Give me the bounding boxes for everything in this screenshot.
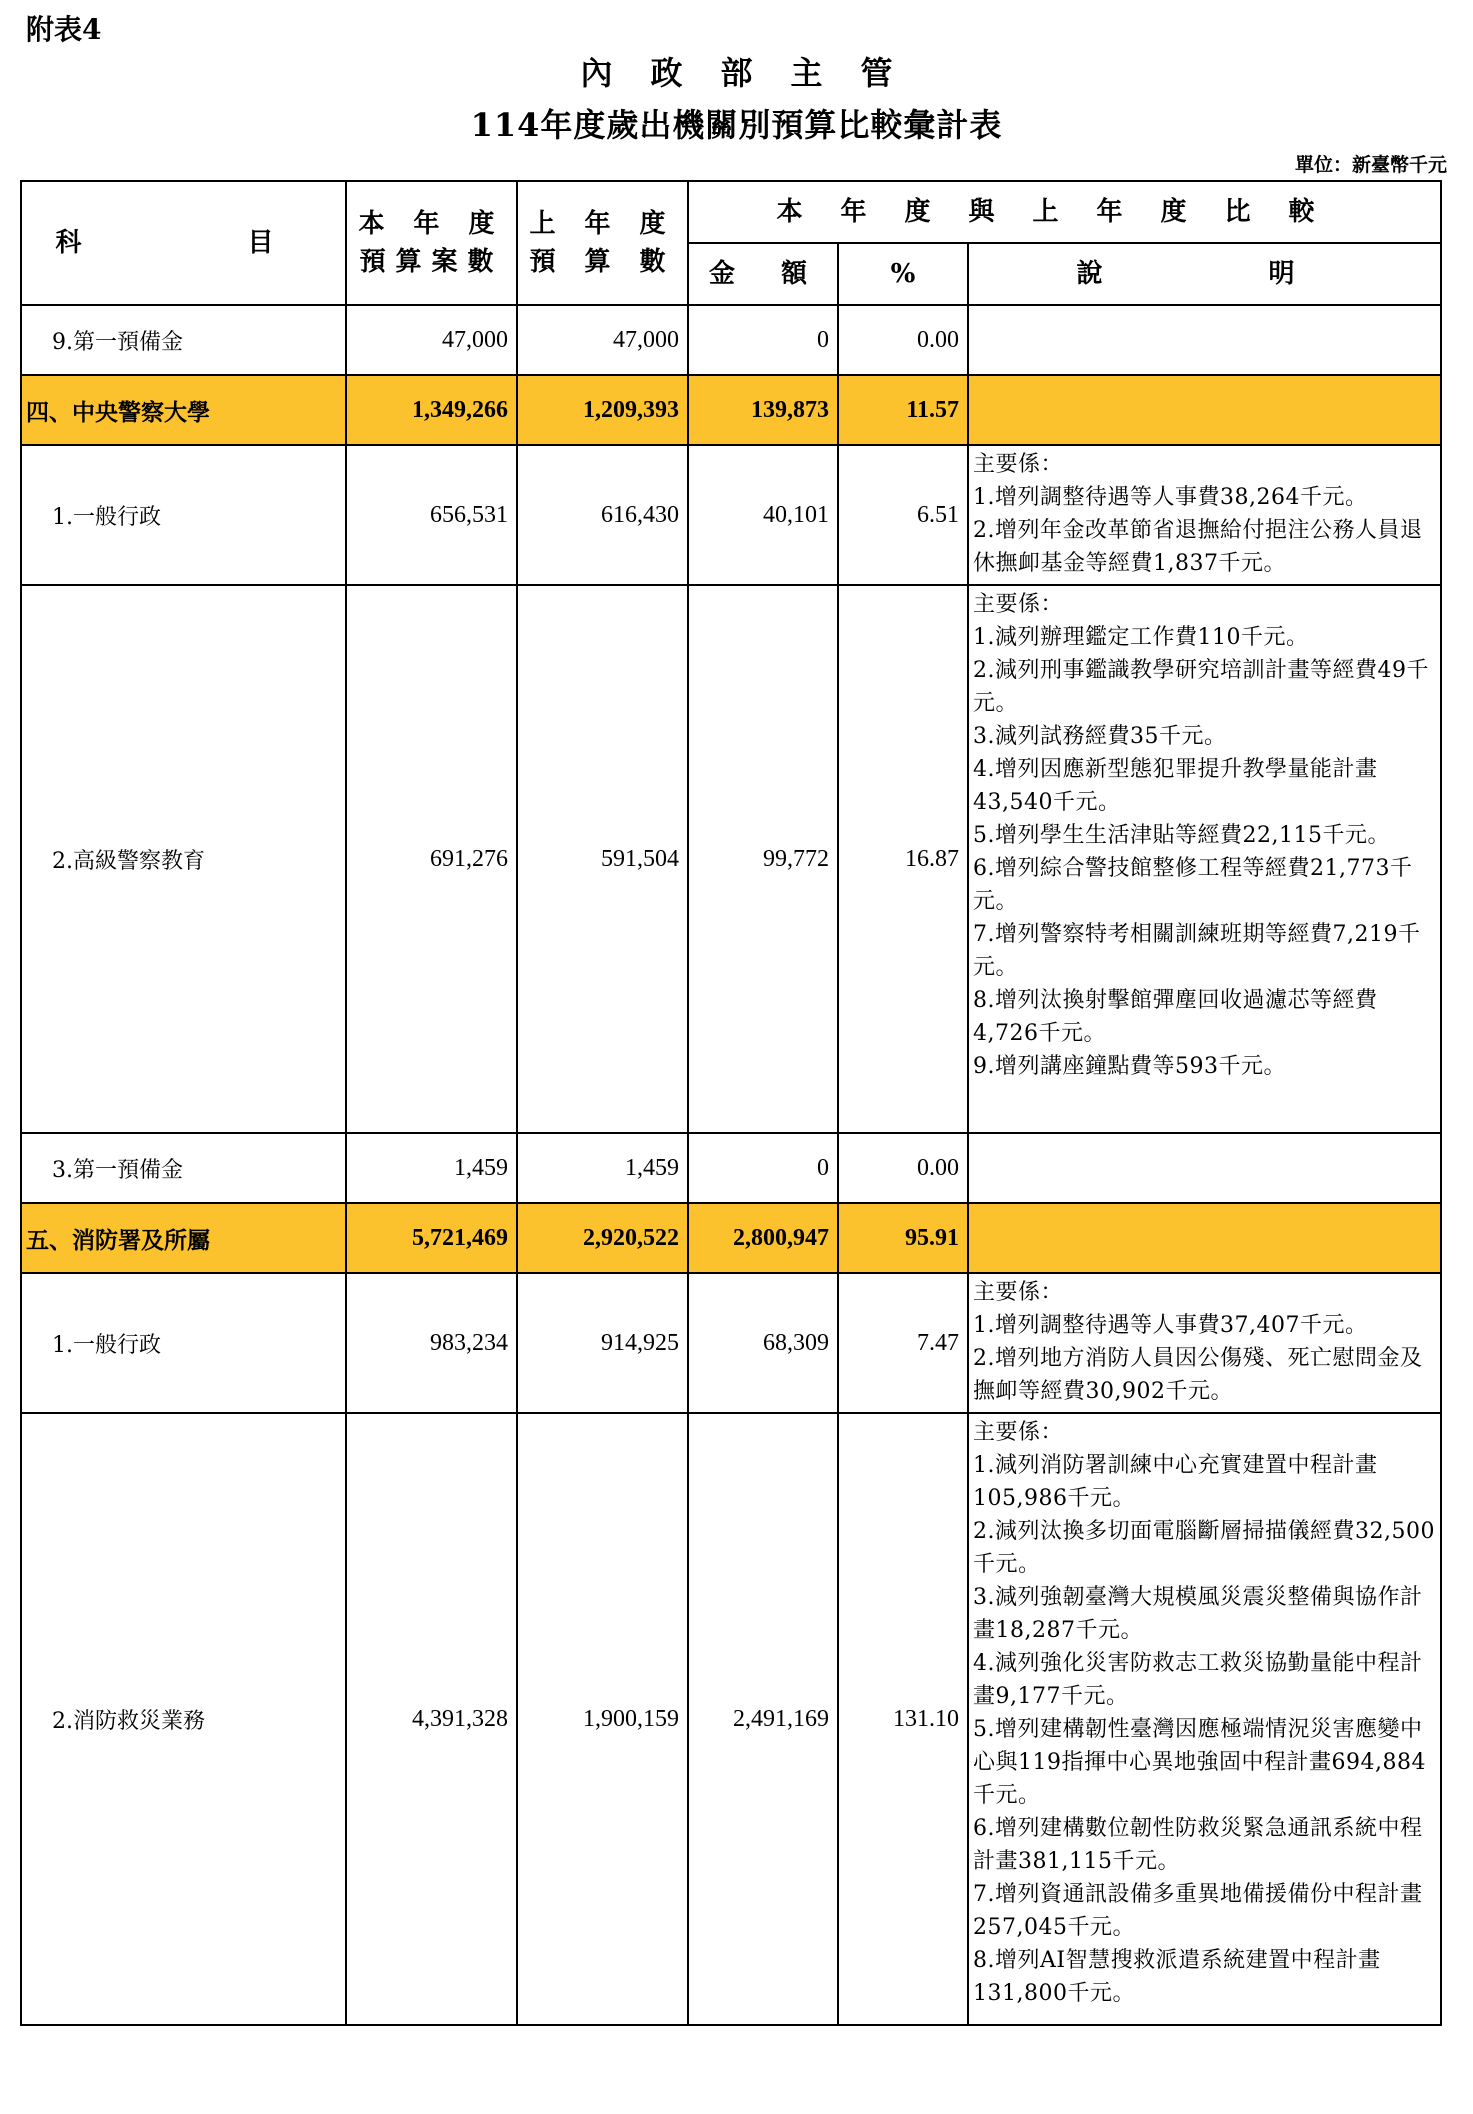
table-row: [21, 1273, 1441, 1413]
row-subject: 1.一般行政: [21, 445, 346, 585]
appendix-label: 附表4: [26, 13, 102, 46]
row-diff: 139,873: [688, 375, 838, 445]
row-diff: 99,772: [688, 585, 838, 1133]
row-current: 656,531: [346, 445, 517, 585]
note-line: 1.增列調整待遇等人事費38,264千元。: [973, 485, 1368, 510]
header-previous-line1: 上 年 度: [529, 209, 676, 239]
header-percent: %: [838, 243, 968, 305]
header-previous: [517, 181, 688, 305]
table-row: [21, 1133, 1441, 1203]
row-pct: 6.51: [838, 445, 968, 585]
note-line: 6.增列綜合警技館整修工程等經費21,773千元。: [973, 856, 1413, 914]
note-line: 主要係：: [973, 1420, 1064, 1445]
table-row-highlight: [21, 375, 1441, 445]
note-line: 4.增列因應新型態犯罪提升教學量能計畫43,540千元。: [973, 757, 1378, 815]
note-line: 1.增列調整待遇等人事費37,407千元。: [973, 1313, 1368, 1338]
row-previous: 591,504: [517, 585, 688, 1133]
note-line: 主要係：: [973, 592, 1064, 617]
table-row: [21, 585, 1441, 1133]
row-pct: 0.00: [838, 305, 968, 375]
row-notes: [968, 1133, 1441, 1203]
unit-label: 單位：新臺幣千元: [1294, 154, 1447, 176]
note-line: 7.增列資通訊設備多重異地備援備份中程計畫257,045千元。: [973, 1882, 1423, 1940]
row-pct: 16.87: [838, 585, 968, 1133]
row-previous: 1,209,393: [517, 375, 688, 445]
note-line: 3.減列強韌臺灣大規模風災震災整備與協作計畫18,287千元。: [973, 1585, 1423, 1643]
row-pct: 7.47: [838, 1273, 968, 1413]
header-subject: 科 目: [21, 181, 346, 305]
note-line: 5.增列學生生活津貼等經費22,115千元。: [973, 823, 1390, 848]
note-line: 2.減列刑事鑑識教學研究培訓計畫等經費49千元。: [973, 658, 1429, 716]
row-subject: 1.一般行政: [21, 1273, 346, 1413]
row-notes: [968, 1273, 1441, 1413]
note-line: 9.增列講座鐘點費等593千元。: [973, 1054, 1286, 1079]
row-previous: 47,000: [517, 305, 688, 375]
row-pct: 11.57: [838, 375, 968, 445]
row-diff: 68,309: [688, 1273, 838, 1413]
row-previous: 1,459: [517, 1133, 688, 1203]
header-current: [346, 181, 517, 305]
note-line: 7.增列警察特考相關訓練班期等經費7,219千元。: [973, 922, 1421, 980]
row-current: 1,459: [346, 1133, 517, 1203]
row-current: 1,349,266: [346, 375, 517, 445]
header-previous-line2: 預 算 數: [529, 247, 676, 277]
row-previous: 914,925: [517, 1273, 688, 1413]
header-current-line2: 預算案數: [359, 247, 504, 277]
row-previous: 2,920,522: [517, 1203, 688, 1273]
row-current: 691,276: [346, 585, 517, 1133]
page-title-org: 內政部主管: [580, 54, 931, 92]
header-amount: 金 額: [688, 243, 838, 305]
note-line: 6.增列建構數位韌性防救災緊急通訊系統中程計畫381,115千元。: [973, 1816, 1423, 1874]
row-subject: 五、消防署及所屬: [21, 1203, 346, 1273]
note-line: 8.增列AI智慧搜救派遣系統建置中程計畫131,800千元。: [973, 1948, 1381, 2006]
note-line: 8.增列汰換射擊館彈塵回收過濾芯等經費4,726千元。: [973, 988, 1378, 1046]
row-pct: 131.10: [838, 1413, 968, 2025]
note-line: 5.增列建構韌性臺灣因應極端情況災害應變中心與119指揮中心異地強固中程計畫694,884千元。: [973, 1717, 1426, 1808]
table-row: [21, 305, 1441, 375]
row-subject: 2.消防救災業務: [21, 1413, 346, 2025]
note-line: 3.減列試務經費35千元。: [973, 724, 1227, 749]
page-title: 114年度歲出機關別預算比較彙計表: [470, 106, 1003, 144]
row-notes: [968, 1413, 1441, 2025]
row-notes: [968, 375, 1441, 445]
note-line: 4.減列強化災害防救志工救災協勤量能中程計畫9,177千元。: [973, 1651, 1423, 1709]
note-line: 2.增列地方消防人員因公傷殘、死亡慰問金及撫卹等經費30,902千元。: [973, 1346, 1423, 1404]
note-line: 主要係：: [973, 1280, 1064, 1305]
row-diff: 40,101: [688, 445, 838, 585]
row-diff: 0: [688, 305, 838, 375]
row-previous: 616,430: [517, 445, 688, 585]
row-pct: 0.00: [838, 1133, 968, 1203]
row-current: 5,721,469: [346, 1203, 517, 1273]
row-subject: 3.第一預備金: [21, 1133, 346, 1203]
row-subject: 2.高級警察教育: [21, 585, 346, 1133]
row-previous: 1,900,159: [517, 1413, 688, 2025]
table-row-highlight: [21, 1203, 1441, 1273]
row-diff: 2,491,169: [688, 1413, 838, 2025]
row-notes: [968, 305, 1441, 375]
row-pct: 95.91: [838, 1203, 968, 1273]
header-current-line1: 本 年 度: [358, 209, 505, 239]
row-diff: 2,800,947: [688, 1203, 838, 1273]
row-notes: [968, 445, 1441, 585]
row-current: 983,234: [346, 1273, 517, 1413]
row-subject: 四、中央警察大學: [21, 375, 346, 445]
note-line: 2.增列年金改革節省退撫給付挹注公務人員退休撫卹基金等經費1,837千元。: [973, 518, 1423, 576]
note-line: 主要係：: [973, 452, 1064, 477]
table-row: [21, 1413, 1441, 2025]
header-explanation: 說 明: [968, 243, 1441, 305]
table-row: [21, 445, 1441, 585]
header-comparison: 本年度與上年度比較: [688, 181, 1441, 243]
note-line: 1.減列辦理鑑定工作費110千元。: [973, 625, 1309, 650]
row-current: 4,391,328: [346, 1413, 517, 2025]
row-current: 47,000: [346, 305, 517, 375]
budget-table: [20, 180, 1442, 2026]
row-notes: [968, 585, 1441, 1133]
row-diff: 0: [688, 1133, 838, 1203]
note-line: 1.減列消防署訓練中心充實建置中程計畫105,986千元。: [973, 1453, 1378, 1511]
note-line: 2.減列汰換多切面電腦斷層掃描儀經費32,500千元。: [973, 1519, 1435, 1577]
row-subject: 9.第一預備金: [21, 305, 346, 375]
row-notes: [968, 1203, 1441, 1273]
